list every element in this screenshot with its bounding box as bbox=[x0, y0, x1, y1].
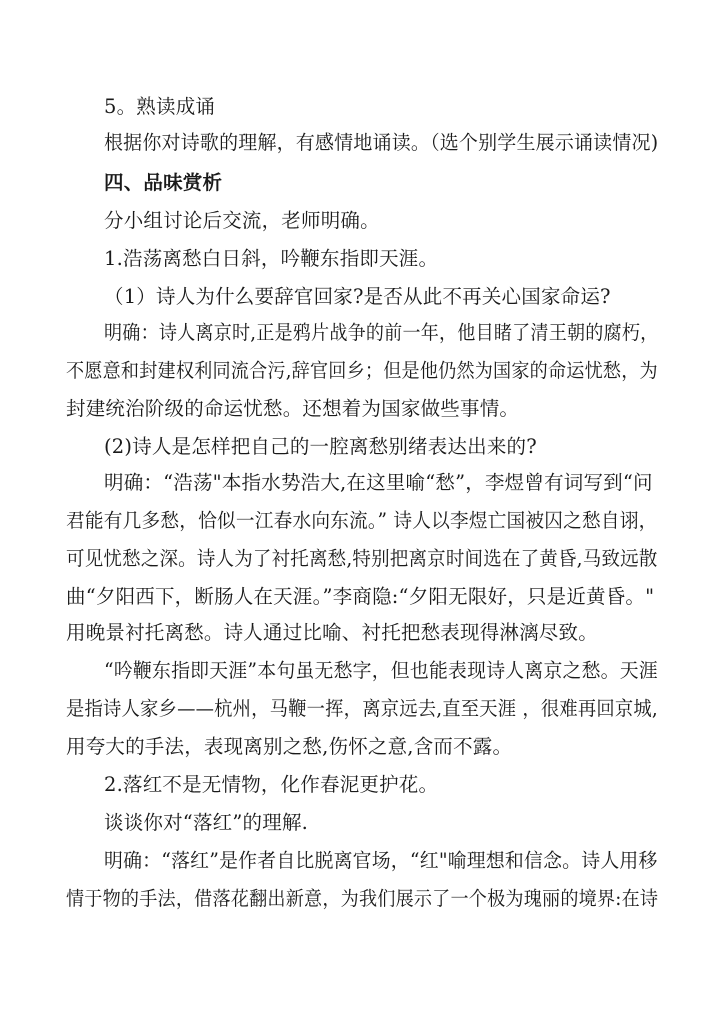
text-line: 明确：诗人离京时,正是鸦片战争的前一年，他目睹了清王朝的腐朽， bbox=[104, 321, 659, 344]
text-line: 是指诗人家乡——杭州，马鞭一挥，离京远去,直至天涯 ，很难再回京城, bbox=[66, 697, 658, 720]
text-line: 曲“夕阳西下，断肠人在天涯。”李商隐:“夕阳无限好，只是近黄昏。" bbox=[66, 585, 655, 608]
text-line: 情于物的手法，借落花翻出新意，为我们展示了一个极为瑰丽的境界:在诗 bbox=[66, 887, 659, 910]
section-heading: 四、品味赏析 bbox=[104, 171, 223, 194]
text-line: 封建统治阶级的命运忧愁。还想着为国家做些事情。 bbox=[66, 397, 520, 420]
text-line: “吟鞭东指即天涯”本句虽无愁字，但也能表现诗人离京之愁。天涯 bbox=[104, 659, 658, 682]
text-line: 根据你对诗歌的理解，有感情地诵读。（选个别学生展示诵读情况) bbox=[104, 131, 659, 154]
text-line: 1.浩荡离愁白日斜，吟鞭东指即天涯。 bbox=[104, 247, 439, 270]
text-line: 可见忧愁之深。诗人为了衬托离愁,特别把离京时间选在了黄昏,马致远散 bbox=[66, 547, 658, 570]
text-line: （1）诗人为什么要辞官回家?是否从此不再关心国家命运? bbox=[104, 285, 611, 308]
text-line: 用夸大的手法，表现离别之愁,伤怀之意,含而不露。 bbox=[66, 735, 513, 758]
text-line: 5。熟读成诵 bbox=[104, 95, 216, 118]
text-line: (2)诗人是怎样把自己的一腔离愁别绪表达出来的? bbox=[104, 435, 537, 458]
text-line: 谈谈你对“落红”的理解. bbox=[104, 811, 309, 834]
text-line: 用晚景衬托离愁。诗人通过比喻、衬托把愁表现得淋漓尽致。 bbox=[66, 621, 598, 644]
text-line: 不愿意和封建权利同流合污,辞官回乡；但是他仍然为国家的命运忧愁，为 bbox=[66, 359, 658, 382]
text-line: 明确：“落红”是作者自比脱离官场，“红"喻理想和信念。诗人用移 bbox=[104, 849, 658, 872]
text-line: 分小组讨论后交流，老师明确。 bbox=[104, 209, 380, 232]
text-line: 明确：“浩荡"本指水势浩大,在这里喻“愁”，李煜曾有词写到“问 bbox=[104, 471, 653, 494]
text-line: 2.落红不是无情物，化作春泥更护花。 bbox=[104, 773, 439, 796]
text-line: 君能有几多愁，恰似一江春水向东流。” 诗人以李煜亡国被囚之愁自诩， bbox=[66, 509, 658, 532]
